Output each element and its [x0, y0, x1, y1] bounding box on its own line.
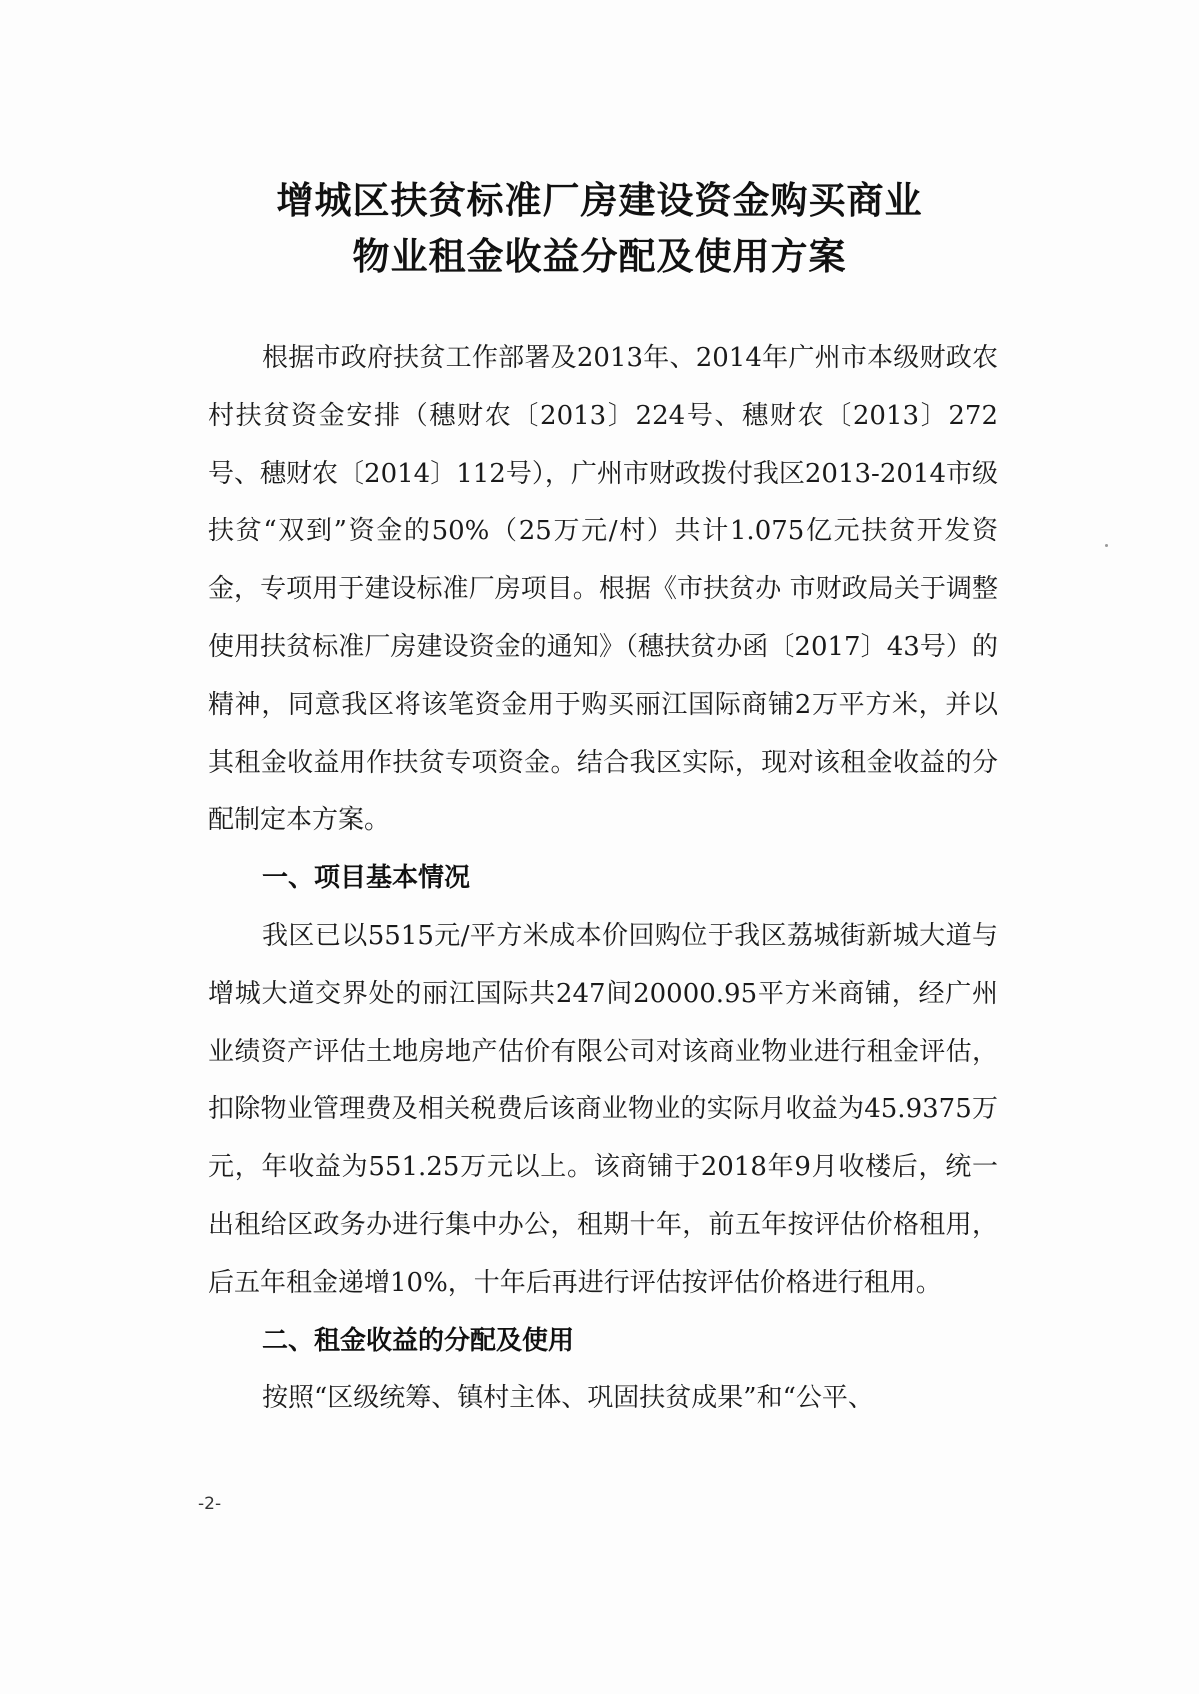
scan-speck [1105, 544, 1108, 547]
section-2-paragraph: 按照“区级统筹、镇村主体、巩固扶贫成果”和“公平、 [262, 1383, 874, 1414]
page-number: -2- [198, 1494, 222, 1514]
document-title-line-1: 增城区扶贫标准厂房建设资金购买商业 [276, 179, 923, 222]
document-body [208, 330, 998, 1428]
document-title-line-2: 物业租金收益分配及使用方案 [352, 235, 847, 278]
section-1-paragraph: 我区已以5515元/平方米成本价回购位于我区荔城街新城大道与增城大道交界处的丽江国际共247间20000.95平方米商铺，经广州业绩资产评估土地房地产估价有限公司对该商业物业进行租金评估，扣除物业管理费及相关税费后该商业物业的实际月收益为45.9375万元，年收益为551.25万元以上。该商铺于2018年9月收楼后，统一出租给区政务办进行集中办公，租期十年，前五年按评估价格租用，后五年租金递增10%，十年后再进行评估按评估价格进行租用。 [208, 920, 998, 1298]
section-1-heading: 一、项目基本情况 [262, 863, 471, 894]
section-2-heading: 二、租金收益的分配及使用 [262, 1325, 575, 1356]
intro-paragraph: 根据市政府扶贫工作部署及2013年、2014年广州市本级财政农村扶贫资金安排（穗财农〔2013〕224号、穗财农〔2013〕272号、穗财农〔2014〕112号），广州市财政拨付我区2013-2014市级扶贫“双到”资金的50%（25万元/村）共计1.075亿元扶贫开发资金，专项用于建设标准厂房项目。根据《市扶贫办 市财政局关于调整使用扶贫标准厂房建设资金的通知》（穗扶贫办函〔2017〕43号）的精神，同意我区将该笔资金用于购买丽江国际商铺2万平方米，并以其租金收益用作扶贫专项资金。结合我区实际，现对该租金收益的分配制定本方案。 [208, 343, 998, 836]
